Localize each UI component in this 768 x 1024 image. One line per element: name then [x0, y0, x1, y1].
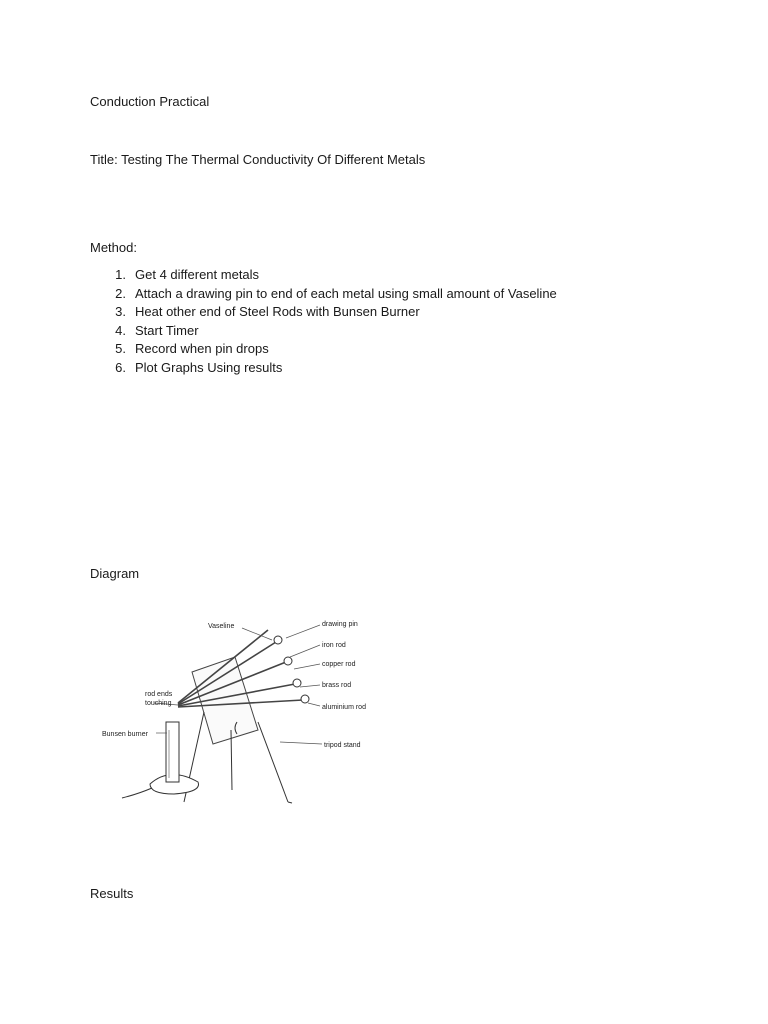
tripod-leg: [258, 722, 288, 802]
diagram-heading: Diagram: [90, 566, 140, 581]
drawing-pin-icon: [274, 636, 282, 644]
step-number: 6.: [115, 359, 126, 375]
step-number: 5.: [115, 341, 126, 357]
results-heading: Results: [90, 886, 134, 901]
label-vaseline: Vaseline: [208, 623, 235, 630]
label-bunsen-burner: Bunsen burner: [102, 731, 148, 738]
step-text: Start Timer: [135, 322, 199, 338]
step-number: 3.: [115, 304, 126, 320]
step-number: 2.: [115, 285, 126, 301]
conduction-apparatus-diagram: [100, 612, 390, 812]
label-rod-ends-line2: touching: [145, 700, 172, 707]
step-number: 4.: [115, 322, 126, 338]
label-aluminium-rod: aluminium rod: [322, 704, 366, 711]
step-text: Attach a drawing pin to end of each metal using small amount of Vaseline: [135, 285, 557, 301]
step-text: Get 4 different metals: [135, 267, 260, 282]
method-heading: Method:: [90, 240, 137, 255]
tripod-gauze: [192, 657, 258, 744]
drawing-pin-icon: [293, 679, 301, 687]
drawing-pin-icon: [284, 657, 292, 665]
tripod-leg: [231, 730, 232, 790]
step-number: 1.: [115, 267, 126, 282]
tripod-foot: [288, 802, 292, 803]
label-tripod-stand: tripod stand: [324, 742, 361, 749]
step-text: Record when pin drops: [135, 341, 269, 357]
label-brass-rod: brass rod: [322, 682, 352, 689]
step-text: Plot Graphs Using results: [135, 359, 283, 375]
label-copper-rod: copper rod: [322, 661, 356, 668]
drawing-pin-icon: [301, 695, 309, 703]
label-drawing-pin: drawing pin: [322, 621, 358, 628]
step-text: Heat other end of Steel Rods with Bunsen Burner: [135, 304, 420, 320]
label-iron-rod: iron rod: [322, 642, 346, 649]
bunsen-burner-hose: [122, 788, 152, 798]
label-rod-ends-line1: rod ends: [145, 691, 173, 698]
bunsen-burner-barrel: [166, 722, 179, 782]
document-heading: Conduction Practical: [90, 94, 210, 109]
practical-title: Title: Testing The Thermal Conductivity Of Different Metals: [90, 152, 426, 167]
